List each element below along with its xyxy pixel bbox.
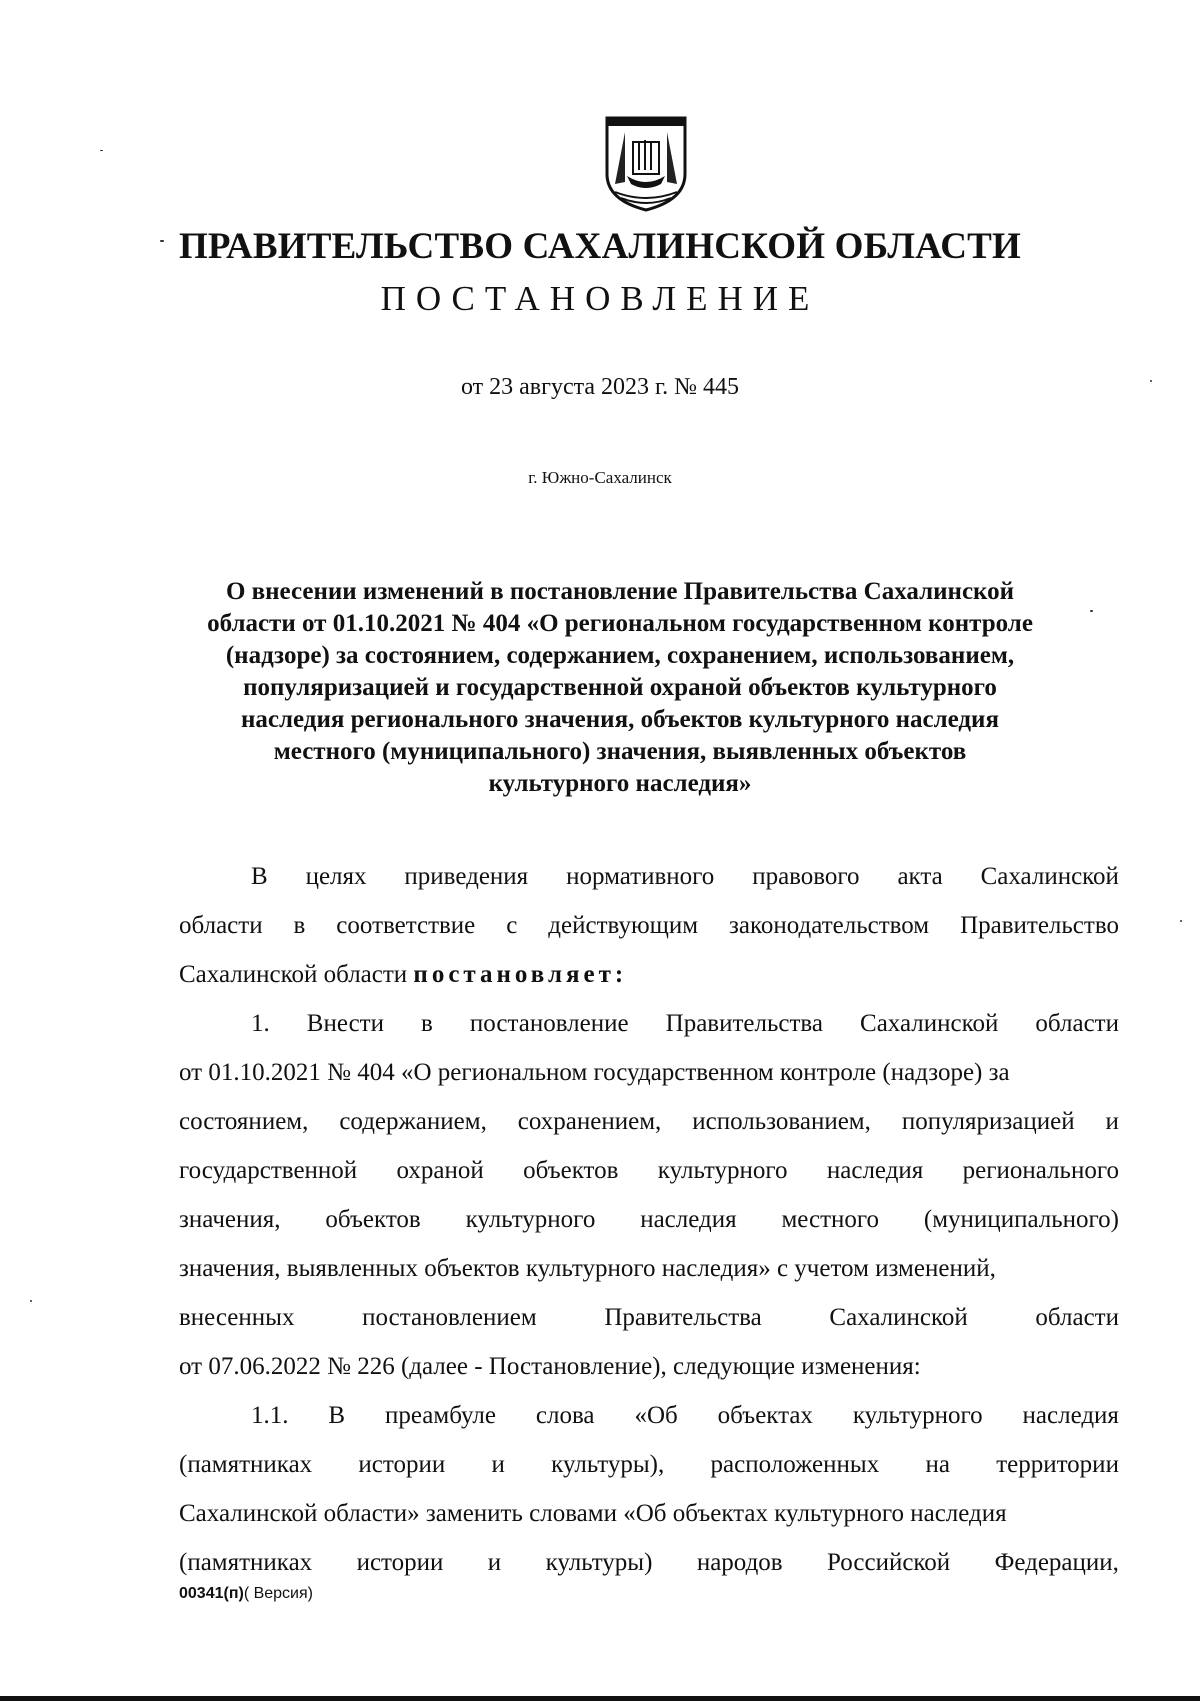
body-word: области: [1035, 1010, 1119, 1037]
subject-line: (надзоре) за состоянием, содержанием, сохранением, использованием,: [225, 642, 1015, 669]
body-word: наследия: [1022, 1402, 1119, 1429]
body-word: объектов: [523, 1157, 619, 1184]
body-word: 1.1.: [251, 1402, 289, 1429]
body-word: народов: [696, 1549, 783, 1576]
body-line: [179, 1097, 1119, 1146]
body-word: сохранением,: [517, 1108, 662, 1135]
body-line: [179, 901, 1119, 950]
body-word: популяризацией: [901, 1108, 1075, 1135]
body-text-segment: Сахалинской области: [179, 961, 414, 988]
body-word: наследия: [640, 1206, 737, 1233]
body-line: [179, 1195, 1119, 1244]
body-line: [179, 950, 1119, 999]
scan-speck: [30, 1300, 32, 1302]
body-word: в: [293, 912, 306, 939]
scan-speck: [1180, 920, 1182, 922]
body-word: содержанием,: [339, 1108, 487, 1135]
body-word: Внести: [306, 1010, 384, 1037]
body-word: действующим: [548, 912, 699, 939]
body-word: государственной: [179, 1157, 358, 1184]
body-word: объектов: [325, 1206, 421, 1233]
body-word: расположенных: [710, 1451, 880, 1478]
body-word: (муниципального): [923, 1206, 1119, 1233]
body-word: Федерации,: [994, 1549, 1119, 1576]
body-word: постановлением: [362, 1304, 537, 1331]
body-word: и: [1105, 1108, 1119, 1135]
body-line: [179, 999, 1119, 1048]
document-date-number: от 23 августа 2023 г. № 445: [460, 374, 740, 400]
scan-speck: [1090, 610, 1093, 612]
body-word: состоянием,: [179, 1108, 309, 1135]
body-word: Сахалинской: [860, 1010, 999, 1037]
scan-bottom-edge: [0, 1696, 1200, 1701]
subject-line: О внесении изменений в постановление Правительства Сахалинской: [225, 578, 1015, 605]
body-word: культурного: [465, 1206, 596, 1233]
footer-version-label: ( Версия): [243, 1585, 313, 1602]
body-word: «Об: [634, 1402, 678, 1429]
body-line: [179, 1538, 1119, 1587]
body-word: объектах: [717, 1402, 813, 1429]
body-line: от 01.10.2021 № 404 «О региональном государственном контроле (надзоре) за: [179, 1059, 1010, 1086]
body-line: [179, 1391, 1119, 1440]
body-word: Правительства: [604, 1304, 762, 1331]
body-word: Сахалинской: [829, 1304, 968, 1331]
body-word: (памятниках: [179, 1549, 313, 1576]
scan-speck: [1150, 380, 1152, 382]
body-word: области: [1035, 1304, 1119, 1331]
body-word: (памятниках: [179, 1451, 313, 1478]
body-word: постановление: [469, 1010, 629, 1037]
document-subject: [160, 576, 1080, 800]
body-word: использованием,: [692, 1108, 871, 1135]
document-type: ПОСТАНОВЛЕНИЕ: [380, 279, 820, 318]
subject-line: наследия регионального значения, объектов культурного наследия: [241, 706, 999, 733]
body-word: Сахалинской: [980, 863, 1119, 890]
body-word: значения,: [179, 1206, 281, 1233]
subject-line: популяризацией и государственной охраной объектов культурного: [243, 674, 997, 701]
body-word: Правительство: [960, 912, 1119, 939]
body-line: от 07.06.2022 № 226 (далее - Постановление), следующие изменения:: [179, 1353, 921, 1380]
body-word: нормативного: [566, 863, 715, 890]
body-word: внесенных: [179, 1304, 295, 1331]
body-word: законодательством: [729, 912, 930, 939]
body-line: [179, 1440, 1119, 1489]
body-word: наследия: [826, 1157, 924, 1184]
body-line: [179, 1293, 1119, 1342]
body-word: соответствие: [336, 912, 476, 939]
body-word: целях: [305, 863, 367, 890]
body-word: регионального: [962, 1157, 1119, 1184]
body-word: и: [491, 1451, 505, 1478]
body-word: приведения: [404, 863, 529, 890]
footer-document-code: [179, 1585, 313, 1603]
body-line: [179, 852, 1119, 901]
scan-speck: [100, 150, 103, 151]
subject-line: местного (муниципального) значения, выявленных объектов: [273, 738, 967, 765]
body-word: истории: [358, 1451, 446, 1478]
body-word: в: [421, 1010, 433, 1037]
body-word: области: [179, 912, 263, 939]
body-word: охраной: [396, 1157, 484, 1184]
body-word: акта: [897, 863, 943, 890]
body-line: [179, 1146, 1119, 1195]
document-city: г. Южно-Сахалинск: [528, 468, 672, 487]
body-word: В: [328, 1402, 346, 1429]
body-line: Сахалинской области» заменить словами «Об объектах культурного наследия: [179, 1500, 1007, 1527]
body-line: значения, выявленных объектов культурного наследия» с учетом изменений,: [179, 1255, 996, 1282]
body-word: Правительства: [665, 1010, 823, 1037]
body-word: преамбуле: [385, 1402, 496, 1429]
body-word: Российской: [826, 1549, 951, 1576]
body-word: 1.: [251, 1010, 270, 1037]
body-word: правового: [752, 863, 860, 890]
body-word: культурного: [852, 1402, 983, 1429]
body-word: культуры),: [551, 1451, 665, 1478]
subject-line: культурного наследия»: [488, 770, 752, 797]
resolves-word: постановляет:: [413, 961, 628, 988]
body-word: местного: [781, 1206, 880, 1233]
body-word: слова: [535, 1402, 595, 1429]
body-word: на: [925, 1451, 950, 1478]
body-word: культуры): [545, 1549, 653, 1576]
body-word: истории: [356, 1549, 444, 1576]
body-word: культурного: [657, 1157, 788, 1184]
scan-speck: [160, 240, 164, 242]
document-body: [179, 852, 1119, 1587]
coat-of-arms-emblem: [603, 112, 689, 212]
body-word: и: [487, 1549, 502, 1576]
body-word: с: [506, 912, 518, 939]
footer-code: 00341(п): [179, 1585, 244, 1602]
body-word: В: [251, 863, 268, 890]
body-word: территории: [996, 1451, 1119, 1478]
government-title: ПРАВИТЕЛЬСТВО САХАЛИНСКОЙ ОБЛАСТИ: [178, 226, 1022, 267]
subject-line: области от 01.10.2021 № 404 «О региональном государственном контроле: [207, 610, 1033, 637]
